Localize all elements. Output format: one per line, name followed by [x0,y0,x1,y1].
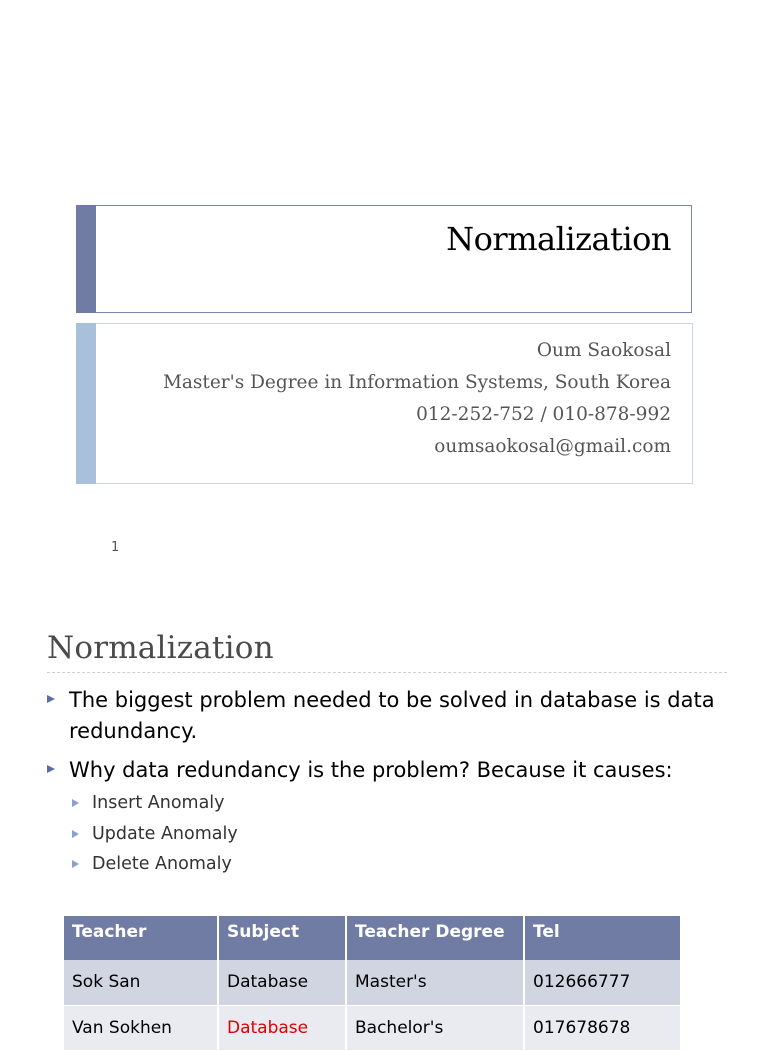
bullet-item: The biggest problem needed to be solved in database is data redundancy. [47,685,737,747]
table-row [64,1005,680,1050]
subtitle-placeholder [76,323,693,484]
cell-degree: Bachelor's [346,1005,524,1050]
column-header-degree: Teacher Degree [346,916,524,960]
bullet-list [47,685,737,880]
table-header-row [64,916,680,960]
cell-tel: 012666777 [524,960,680,1005]
author-name: Oum Saokosal [536,340,671,361]
column-header-teacher: Teacher [64,916,218,960]
table-row [64,960,680,1005]
sub-bullet-item: Update Anomaly [47,819,737,850]
bullet-item: Why data redundancy is the problem? Because it causes: [47,755,737,786]
subtitle-accent-bar [76,323,96,484]
author-email: oumsaokosal@gmail.com [434,436,671,457]
slide-title: Normalization [446,220,671,258]
title-accent-bar [76,205,96,313]
section-title: Normalization [47,630,274,666]
triangle-bullet-icon [72,860,79,868]
cell-teacher: Van Sokhen [64,1005,218,1050]
cell-subject: Database [218,960,346,1005]
cell-degree: Master's [346,960,524,1005]
sub-bullet-item: Insert Anomaly [47,788,737,819]
triangle-bullet-icon [47,695,55,703]
teacher-table [64,916,680,1051]
title-placeholder [76,205,692,313]
subtitle-lines [161,338,671,459]
author-degree: Master's Degree in Information Systems, South Korea [162,372,671,393]
slide-number: 1 [111,540,120,555]
author-phone: 012-252-752 / 010-878-992 [416,404,671,425]
triangle-bullet-icon [72,799,79,807]
triangle-bullet-icon [72,830,79,838]
cell-subject-highlighted: Database [218,1005,346,1050]
sub-bullet-item: Delete Anomaly [47,849,737,880]
triangle-bullet-icon [47,765,55,773]
cell-tel: 017678678 [524,1005,680,1050]
title-divider [47,672,727,673]
column-header-subject: Subject [218,916,346,960]
cell-teacher: Sok San [64,960,218,1005]
column-header-tel: Tel [524,916,680,960]
